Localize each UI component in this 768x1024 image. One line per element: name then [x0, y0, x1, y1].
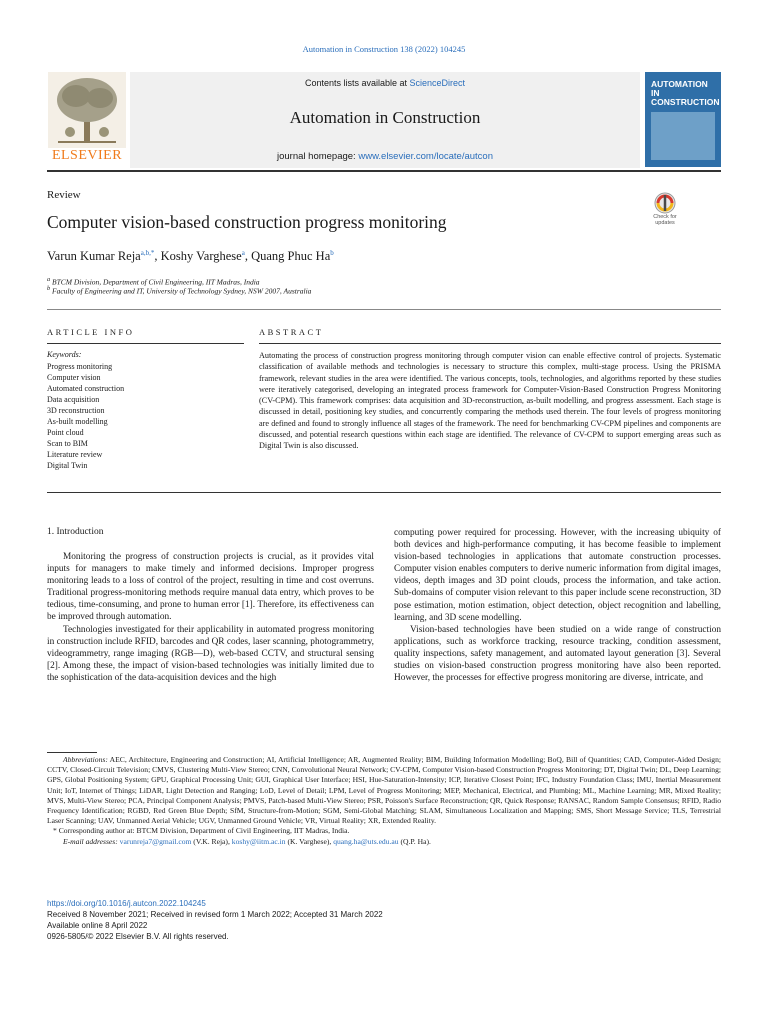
sciencedirect-link[interactable]: ScienceDirect [409, 78, 466, 88]
homepage-prefix: journal homepage: [277, 151, 359, 162]
cover-title: AUTOMATION IN CONSTRUCTION [651, 79, 720, 107]
paragraph: Monitoring the progress of construction projects is crucial, as it provides vital inputs for managers to make timely and informed decisions. Improper progress monitoring leads to a loss of control of the project, resulting in time and cost overruns. Traditional progress-monitoring methods require manual data entry, which proves to be tedious, time-consuming, and prone to human error [1]. Therefore, its effectiveness can be improved through automation. [47, 552, 374, 623]
keyword: Literature review [47, 450, 103, 459]
keyword: Data acquisition [47, 395, 100, 404]
email-link[interactable]: quang.ha@uts.edu.au [333, 836, 399, 846]
paragraph: Technologies investigated for their applicability in automated progress monitoring in construction include RFID, barcodes and QR codes, laser scanning, photogrammetry, videogrammetry, range imaging (RGB—D), web-based CCTV, and structural sensing [2]. Among these, the impact of vision-based technologies was initially limited due to the sophistication of the data-acquisition devices and the high [47, 624, 374, 683]
abbreviations-text: AEC, Architecture, Engineering and Construction; AI, Artificial Intelligence; AR, Augmented Reality; BIM, Building Information Modelling; BoQ, Bill of Quantities; CAD, Computer-Aided Design; CCTV, Closed-Circuit Television; CMVS, Clustering Multi-View Stereo; CNN, Convolutional Neural Network; CV-CPM, Computer Vision-based Construction Progress Monitoring; DT, Digital Twin; DL, Deep Learning; GPS, Global Positioning System; GPU, Graphical Processing Unit; GUI, Graphical User Interface; HSI, Hue-Saturation-Intensity; ICP, Iterative Closest Point; IFC, Industry Foundation Class; IMU, Inertial Measurement Unit; IoT, Internet of Things; LiDAR, Light Detection and Ranging; LoD, Level of Detail; LPM, Level of Progress Monitoring; MEP, Mechanical, Electrical, and Plumbing; ML, Machine Learning; MR, Mixed Reality; MVS, Multi-View Stereo; PCA, Principal Component Analysis; PMVS, Patch-based Multi-View Stereo; PSR, Poisson's Surface Reconstruction; QR, Quick Response; RANSAC, Random Sample Consensus; RFID, Radio Frequency Identification; RGBD, Red Green Blue Depth; SfM, Structure-from-Motion; SGM, Semi-Global Matching; SLAM, Simultaneous Localization and Mapping; SMS, Short Message Service; TLS, Terrestrial Laser Scanning; UAV, Unmanned Aerial Vehicle; UGV, Unmanned Ground Vehicle; VR, Virtual Reality; XR, Extended Reality. [47, 755, 721, 826]
affiliation-text: BTCM Division, Department of Civil Engineering, IIT Madras, India [52, 277, 260, 287]
email-label: E-mail addresses: [63, 836, 118, 846]
email-note [47, 837, 721, 847]
abstract-bottom-rule [47, 492, 721, 493]
paragraph: Vision-based technologies have been studied on a wide range of construction applications, such as workforce tracking, resource tracking, condition assessment, quality inspections, safety management, and automated layout generation [3]. Several studies on vision-based construction progress monitoring have also been reported. However, the processes for effective progress monitoring are diverse, intricate, and [394, 624, 721, 684]
intro-column-right [394, 527, 721, 684]
affiliation-sup: b [47, 285, 51, 292]
affiliation [47, 285, 311, 296]
article-info-heading: ARTICLE INFO [47, 327, 135, 337]
check-for-updates-badge[interactable] [650, 191, 680, 227]
homepage-link[interactable]: www.elsevier.com/locate/autcon [358, 151, 493, 162]
email-owner: (V.K. Reja), [191, 836, 232, 846]
author-sup[interactable]: a [241, 249, 245, 257]
footnotes [47, 755, 721, 847]
keyword: Digital Twin [47, 461, 88, 470]
abbreviations-note [47, 755, 721, 826]
keyword: Scan to BIM [47, 439, 88, 448]
author-sup[interactable]: b [330, 249, 334, 257]
badge-label: Check for updates [653, 214, 677, 226]
received-dates: Received 8 November 2021; Received in revised form 1 March 2022; Accepted 31 March 2022 [47, 910, 383, 919]
affiliation-rule [47, 309, 721, 310]
email-owner: (K. Varghese), [285, 836, 334, 846]
intro-column-left [47, 551, 374, 684]
article-info-rule [47, 343, 244, 344]
keyword: As-built modelling [47, 417, 108, 426]
header-rule [47, 170, 721, 172]
paper-title: Computer vision-based construction progress monitoring [47, 212, 447, 232]
cover-image [651, 112, 715, 160]
keyword: Computer vision [47, 373, 101, 382]
corresponding-note: * Corresponding author at: BTCM Division, Department of Civil Engineering, IIT Madras, India. [53, 826, 350, 836]
contents-line [130, 78, 640, 88]
section-heading-introduction: 1. Introduction [47, 527, 104, 537]
email-link[interactable]: varunreja7@gmail.com [119, 836, 192, 846]
copyright: 0926-5805/© 2022 Elsevier B.V. All rights reserved. [47, 932, 229, 941]
contents-prefix: Contents lists available at [304, 78, 410, 88]
journal-reference[interactable]: Automation in Construction 138 (2022) 104245 [302, 44, 466, 54]
publication-info [47, 898, 383, 942]
doi-link[interactable]: https://doi.org/10.1016/j.autcon.2022.104245 [47, 899, 206, 908]
author-sup[interactable]: a,b,* [140, 249, 155, 257]
affiliation-text: Faculty of Engineering and IT, University of Technology Sydney, NSW 2007, Australia [52, 286, 312, 296]
keyword: Automated construction [47, 384, 125, 393]
author-name[interactable]: Varun Kumar Reja [47, 249, 141, 264]
keyword: Point cloud [47, 428, 84, 437]
affiliation-sup: a [47, 276, 51, 283]
keyword: 3D reconstruction [47, 406, 105, 415]
keyword: Progress monitoring [47, 362, 113, 371]
author-name[interactable]: Koshy Varghese [160, 249, 242, 264]
journal-title: Automation in Construction [289, 108, 481, 127]
author-list: Varun Kumar Reja$^{a,b,*}$, Koshy Varghese$^a$, Quang Phuc Ha$^b$ [47, 249, 334, 264]
abstract-rule [259, 343, 721, 344]
abbreviations-label: Abbreviations: [63, 755, 108, 764]
email-owner: (Q.P. Ha). [398, 836, 431, 846]
article-type: Review [47, 189, 81, 201]
publisher-wordmark[interactable]: ELSEVIER [51, 148, 123, 163]
keywords-label: Keywords: [47, 350, 82, 359]
author-name[interactable]: Quang Phuc Ha [251, 249, 331, 264]
journal-homepage-line [130, 151, 640, 162]
keywords-list [47, 361, 124, 471]
online-date: Available online 8 April 2022 [47, 921, 148, 930]
abstract-heading: ABSTRACT [259, 327, 324, 337]
paragraph: computing power required for processing. However, with the increasing ubiquity of both devices and high-performance computing, it has become feasible to implement vision-based technologies in applications that automate construction processes. Computer vision enables computers to derive numeric information from digital images, videos, depth images and 3D point clouds, process the information, and take action. Sub-domains of computer vision relevant to this paper include scene reconstruction, 3D pose estimation, motion estimation, object detection, object recognition and labelling, learning, and 3D scene modelling. [394, 528, 721, 623]
abstract-text: Automating the process of construction progress monitoring through computer vision can enable effective control of projects. Systematic classification of available methods and technologies is necessary to structure this complex, multi-stage process. Using the PRISMA framework, relevant studies in the area were identified. The various concepts, tools, technologies, and algorithms reported by these studies were iteratively categorised, developing an integrated process framework for Computer-Vision-Based Construction Progress Monitoring (CV-CPM). This framework comprises: data acquisition and 3D-reconstruction, as-built modelling, and progress assessment. Each stage is discussed in detail, positioning key studies, and concurrently comparing the methods used therein. The four levels of progress monitoring are defined and found to strongly influence all stages of the framework. The need for benchmarking CV-CPM pipelines and components are discussed, and potential research questions within each stage are identified. The relevance of CV-CPM to support emerging areas such as Digital Twin is also discussed. [259, 351, 721, 451]
footnote-rule [47, 752, 97, 753]
email-link[interactable]: koshy@iitm.ac.in [231, 836, 286, 846]
